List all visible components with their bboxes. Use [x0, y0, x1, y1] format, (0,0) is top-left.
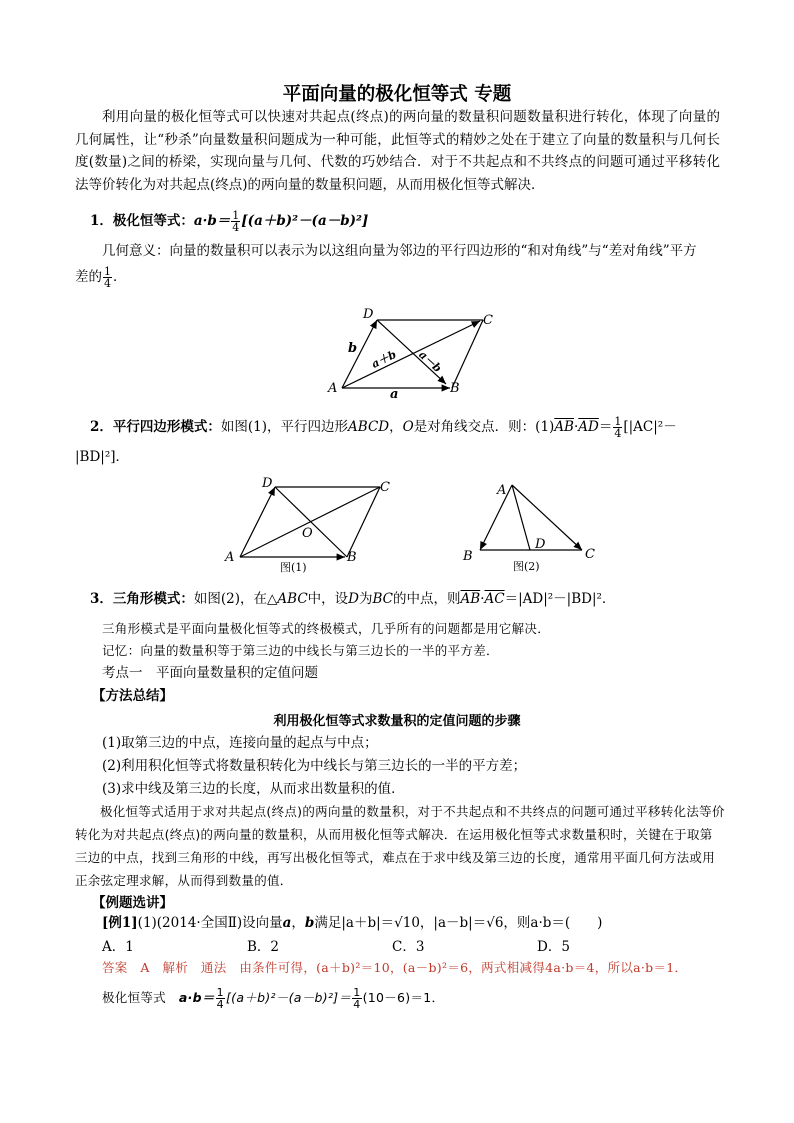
fig0-label-C: C — [483, 313, 493, 328]
option-c: C．3 — [392, 939, 425, 955]
fig0-vec-a-plus-b: a＋b — [369, 347, 399, 371]
page-title: 平面向量的极化恒等式 专题 — [282, 84, 512, 105]
option-b: B．2 — [247, 939, 280, 955]
fig0-vec-b: b — [348, 341, 358, 356]
note-triangle-mode: 三角形模式是平面向量极化恒等式的终极模式，几乎所有的问题都是用它解决． — [102, 621, 551, 636]
option-a: A．1 — [102, 939, 134, 955]
formula-lhs: a·b＝ — [193, 213, 231, 229]
fig2-label-D: D — [535, 537, 546, 552]
geometric-meaning-end: 差的 $\frac{1}{4}$ ． — [75, 265, 127, 290]
example-1-question: [例1](1)(2014·全国Ⅱ)设向量a，b满足|a＋b|＝√10，|a－b|＝√6，则a·b＝( ) — [102, 915, 603, 931]
section-2-text: 2．平行四边形模式：如图(1)，平行四边形ABCD，O是对角线交点．则：$(1)\overline{AB}\cdot\overline{AD}=$ $\frac{1}{4}$ [|AC|²－ — [90, 415, 677, 440]
section-3-label: 3．三角形模式： — [90, 591, 194, 607]
fig0-vec-a: a — [390, 387, 399, 400]
fig1-label-C: C — [380, 480, 390, 495]
fig0-label-B: B — [450, 381, 460, 396]
example-1-answer: 答案 A 解析 通法 由条件可得，(a＋b)²＝10，(a－b)²＝6，两式相减得4a·b＝4，所以a·b＝1． — [102, 960, 688, 975]
fig2-label-C: C — [585, 547, 595, 562]
step-2: (2)利用积化恒等式将数量积转化为中线长与第三边长的一半的平方差； — [102, 758, 527, 774]
section-1-label: 1．极化恒等式： — [90, 213, 194, 229]
example-1-polarization-solution: 极化恒等式 a·b＝ $\frac{1}{4}$ [(a＋b)²－(a－b)²]＝ $\frac{1}{4}$ (10－6)＝1． — [102, 986, 445, 1011]
geometric-meaning: 几何意义：向量的数量积可以表示为以这组向量为邻边的平行四边形的“和对角线”与“差对角线”平方 — [102, 243, 697, 259]
fig1-label-B: B — [347, 550, 357, 565]
fraction-quarter: $\frac{1}{4}$ — [232, 209, 240, 234]
fig0-label-A: A — [328, 381, 338, 396]
figure-2-caption: 图(2) — [513, 560, 540, 573]
note-memory: 记忆：向量的数量积等于第三边的中线长与第三边长的一半的平方差． — [102, 643, 499, 658]
method-title: 利用极化恒等式求数量积的定值问题的步骤 — [273, 714, 521, 729]
fig2-label-A: A — [497, 483, 507, 498]
section-3-text: 3．三角形模式：如图(2)，在△ABC中，设D为BC的中点，则$\overline{AB}\cdot\overline{AC}=|AD|^2-|BD|^2$． — [90, 591, 616, 607]
section-2-label: 2．平行四边形模式： — [90, 419, 221, 435]
section-1-formula — [90, 210, 735, 233]
option-d: D．5 — [537, 939, 570, 955]
figure-1-parallelogram — [220, 475, 400, 575]
example-1-options — [102, 935, 702, 955]
step-3: (3)求中线及第三边的长度，从而求出数量积的值． — [102, 781, 405, 797]
example-label: 【例题选讲】 — [92, 895, 173, 911]
parallelogram-vector-figure — [320, 300, 510, 400]
fig2-label-B: B — [463, 549, 473, 564]
figure-2-triangle — [455, 480, 605, 575]
fig0-label-D: D — [363, 307, 374, 322]
note-method-explanation: 极化恒等式适用于求对共起点(终点)的两向量的数量积，对于不共起点和不共终点的问题可通过平移转化法等价转化为对共起点(终点)的两向量的数量积，从而用极化恒等式解决．在运用极化恒等式求数量积时，关键在于取第三边的中点，找到三角形的中线，再写出极化恒等式，难点在于求中线及第三边的长度，通常用平面几何方法或用正余弦定理求解，从而得到数量的值． — [75, 804, 725, 888]
method-summary-label: 【方法总结】 — [92, 688, 173, 704]
fig1-label-O: O — [302, 526, 313, 541]
fig1-label-D: D — [262, 476, 273, 491]
step-1: (1)取第三边的中点，连接向量的起点与中点； — [102, 735, 378, 751]
intro-paragraph: 利用向量的极化恒等式可以快速对共起点(终点)的两向量的数量积问题数量积进行转化，体现了向量的几何属性，让“秒杀”向量数量积问题成为一种可能，此恒等式的精妙之处在于建立了向量的数量积与几何长度(数量)之间的桥梁，实现向量与几何、代数的巧妙结合．对于不共起点和不共终点的问题可通过平移转化法等价转化为对共起点(终点)的两向量的数量积问题，从而用极化恒等式解决． — [75, 109, 720, 193]
fig1-label-A: A — [225, 550, 235, 565]
fig0-vec-a-minus-b: a－b — [416, 348, 445, 375]
kaodian-heading: 考点一 平面向量数量积的定值问题 — [102, 665, 318, 681]
figure-1-caption: 图(1) — [280, 561, 307, 574]
formula-rhs: [(a＋b)²－(a－b)²] — [241, 213, 369, 229]
section-2-text-line2: |BD|²]． — [75, 449, 130, 465]
